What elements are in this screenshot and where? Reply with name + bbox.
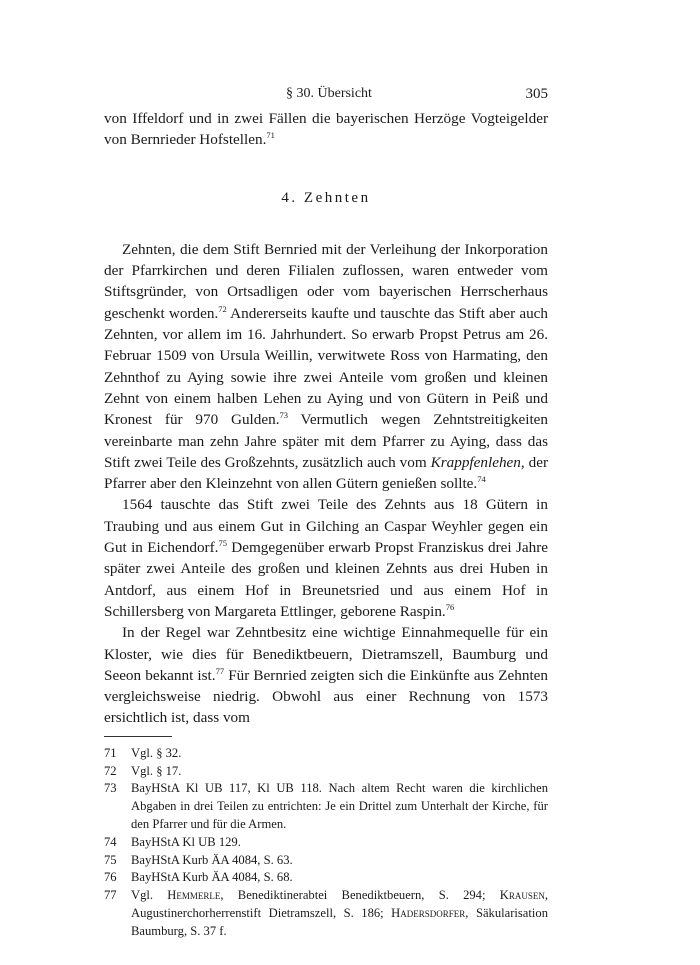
- text-run: 1564 tauschte das Stift zwei Teile des Zehnts aus 18 Gütern in Traubing und aus einem Gut in Gilching an Caspar Weyhler gegen ein Gut in Eichendorf.: [104, 496, 548, 557]
- footnote: [104, 780, 548, 833]
- footnotes: [104, 745, 548, 941]
- text-run: Vgl. § 17.: [131, 763, 182, 778]
- text-run: Andererseits kaufte und tauschte das Stift aber auch Zehnten, vor allem im 16. Jahrhundert. So erwarb Propst Petrus am 26. Februar 1509 von Ursula Weillin, verwitwete Ross von Harmating, den Zehnthof zu Aying sowie ihre zwei Anteile vom großen und kleinen Zehnt von einem halben Lehen zu Aying und von Gütern in Peiß und Kronest für 970 Gulden.: [104, 304, 548, 429]
- author-name: Hadersdorfer: [391, 905, 466, 920]
- text-run: , Säkularisation Baumburg, S. 37 f.: [131, 905, 548, 938]
- text-run: BayHStA Kurb ÄA 4084, S. 68.: [131, 870, 293, 885]
- footnote-number: 75: [104, 852, 117, 867]
- section-heading: 4. Zehnten: [281, 189, 371, 206]
- footnote-ref[interactable]: 73: [279, 410, 289, 421]
- text-run: BayHStA Kl UB 129.: [131, 834, 241, 849]
- italic-term: Krappfenlehen: [430, 453, 521, 471]
- footnote: [104, 763, 548, 781]
- body-paragraph: [104, 239, 548, 495]
- footnote-text: [131, 780, 548, 833]
- footnote-number: 72: [104, 763, 117, 778]
- footnote-number: 71: [104, 745, 117, 760]
- running-head-title: § 30. Übersicht: [286, 86, 372, 101]
- body-paragraph: [104, 622, 548, 728]
- text-run: Vgl.: [131, 888, 168, 903]
- opening-text: von Iffeldorf und in zwei Fällen die bayerischen Herzöge Vogteigelder von Bernrieder Hofstellen.: [104, 110, 548, 149]
- text-run: , Benediktinerabtei Benediktbeuern, S. 294;: [220, 888, 500, 903]
- text-run: Vermutlich wegen Zehntstreitigkeiten vereinbarte man zehn Jahre später mit dem Pfarrer zu Aying, dass das Stift zwei Teile des Großzehnts, zusätzlich auch vom: [104, 411, 548, 471]
- footnote-number: 77: [104, 888, 117, 903]
- text-run: BayHStA Kurb ÄA 4084, S. 63.: [131, 852, 293, 867]
- footnote: [104, 834, 548, 852]
- body-paragraph: [104, 494, 548, 622]
- footnote-number: 74: [104, 834, 117, 849]
- main-text: [104, 108, 548, 729]
- footnote-ref[interactable]: 76: [445, 601, 455, 612]
- author-name: Krausen: [499, 888, 545, 903]
- footnote-text: [131, 745, 548, 763]
- footnote-text: [131, 763, 548, 781]
- footnote: [104, 745, 548, 763]
- footnote-text: [131, 834, 548, 852]
- page-number: 305: [525, 86, 548, 102]
- text-run: Für Bernried zeigten sich die Einkünfte aus Zehnten vergleichsweise niedrig. Obwohl aus einer Rechnung von 1573 ersichtlich ist, dass vom: [104, 666, 548, 727]
- footnote-number: 76: [104, 870, 117, 885]
- opening-paragraph: [104, 108, 548, 151]
- book-page: [104, 82, 548, 940]
- footnote-ref[interactable]: 75: [218, 537, 227, 548]
- text-run: BayHStA Kl UB 117, Kl UB 118. Nach altem Recht waren die kirchlichen Abgaben in drei Teilen zu entrichten: Je ein Drittel zum Unterhalt der Kirche, für den Pfarrer und für die Armen.: [131, 781, 548, 831]
- footnote-text: [131, 887, 548, 940]
- text-run: , Augustinerchorherrenstift Dietramszell, S. 186;: [131, 888, 548, 920]
- text-run: , der Pfarrer aber den Kleinzehnt von allen Gütern genießen sollte.: [104, 453, 548, 493]
- paragraphs: [104, 239, 548, 729]
- text-run: Zehnten, die dem Stift Bernried mit der Verleihung der Inkorporation der Pfarrkirchen und deren Filialen zuflossen, waren entweder vom Stiftsgründer, von Ortsadligen oder vom bayerischen Herrscherhaus geschenkt worden.: [104, 240, 548, 322]
- footnote-divider: [104, 736, 172, 737]
- footnote: [104, 852, 548, 870]
- footnote: [104, 887, 548, 940]
- footnote-ref[interactable]: 71: [266, 130, 275, 141]
- footnote-ref[interactable]: 74: [477, 474, 486, 485]
- footnote-ref[interactable]: 72: [218, 303, 227, 314]
- footnote: [104, 869, 548, 887]
- footnote-text: [131, 852, 548, 870]
- text-run: Vgl. § 32.: [131, 745, 182, 760]
- text-run: Demgegenüber erwarb Propst Franziskus drei Jahre später zwei Anteile des großen und kleinen Zehnts aus drei Huben in Antdorf, aus einem Hof in Breunetsried und aus einem Hof in Schillersberg von Margareta Ettlinger, geborene Raspin.: [104, 539, 548, 620]
- footnote-ref[interactable]: 77: [215, 665, 225, 676]
- author-name: Hemmerle: [167, 888, 221, 903]
- footnote-number: 73: [104, 781, 117, 796]
- text-run: In der Regel war Zehntbesitz eine wichtige Einnahmequelle für ein Kloster, wie dies für Benediktbeuern, Dietramszell, Baumburg und Seeon bekannt ist.: [104, 624, 548, 684]
- footnote-text: [131, 869, 548, 887]
- running-head: [104, 82, 548, 108]
